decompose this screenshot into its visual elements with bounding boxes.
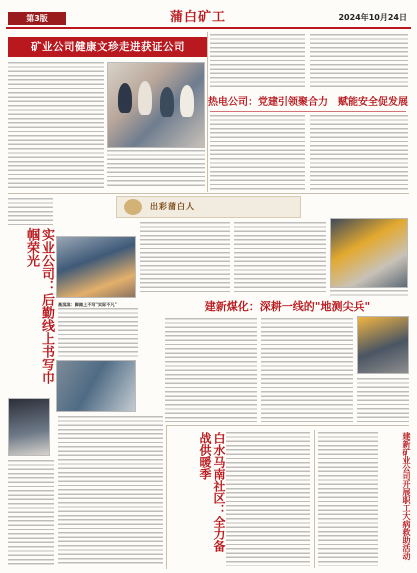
vertical-headline-article-5: 白水马南社区：全力备战供暖季 [198, 432, 226, 552]
masthead-rule [6, 27, 411, 29]
article-3-body-col-3 [140, 222, 230, 294]
article-2-body-col-1 [210, 115, 305, 191]
headline-article-2-rule [210, 111, 406, 112]
article-3-photo-2 [56, 360, 136, 412]
paper-logo: 蒲白矿工 [170, 10, 227, 25]
article-1-body-col-2 [107, 150, 205, 188]
right-column-top-text-1 [210, 34, 305, 90]
vertical-headline-article-3: 实业公司：后勤线上书写巾帼荣光 [24, 228, 54, 384]
article-4-body-col-1 [165, 318, 257, 422]
article-5-body [226, 432, 310, 566]
article-1-photo [107, 62, 205, 148]
masthead [0, 0, 417, 30]
section-divider-1 [8, 193, 409, 194]
article-3-body-col-5 [330, 290, 408, 296]
column-divider-3 [314, 430, 315, 568]
article-1-body-col-1 [8, 62, 104, 188]
article-3-body-col-2 [8, 198, 53, 226]
column-divider [207, 32, 208, 192]
article-3-body-col-6 [58, 416, 163, 566]
column-divider-2 [166, 425, 167, 569]
article-3-body-col-4 [234, 222, 326, 294]
headline-article-4: 建新煤化：深耕一线的"地测尖兵" [204, 300, 371, 313]
article-3-photo-3 [330, 218, 408, 288]
article-3-photo-1 [56, 236, 136, 298]
section-divider-2 [166, 425, 409, 426]
article-3-body-col-7 [8, 460, 54, 566]
vertical-headline-article-6: 建新矿业公司开展职工大病救助活动 [402, 432, 411, 560]
article-4-photo [357, 316, 409, 374]
column-banner-title: 出彩蒲白人 [150, 202, 195, 211]
article-3-subhead: 高滨滨：脚踏上不写"实际不凡" [58, 302, 117, 307]
column-banner-icon [124, 199, 142, 215]
article-2-body-col-2 [310, 115, 408, 191]
article-6-body [318, 432, 378, 566]
headline-article-2: 热电公司：党建引领聚合力 赋能安全促发展 [208, 97, 408, 108]
article-3-photo-4 [8, 398, 50, 456]
publication-date: 2024年10月24日 [338, 13, 407, 22]
article-3-body-col-1 [58, 308, 138, 358]
article-4-body-col-2 [261, 318, 353, 422]
article-4-body-col-3 [357, 378, 409, 422]
column-banner [116, 196, 301, 218]
right-column-top-text-2 [310, 34, 408, 90]
headline-article-1: 矿业公司健康文珍走进获证公司 [8, 37, 208, 57]
page-number-badge: 第3版 [8, 12, 66, 25]
